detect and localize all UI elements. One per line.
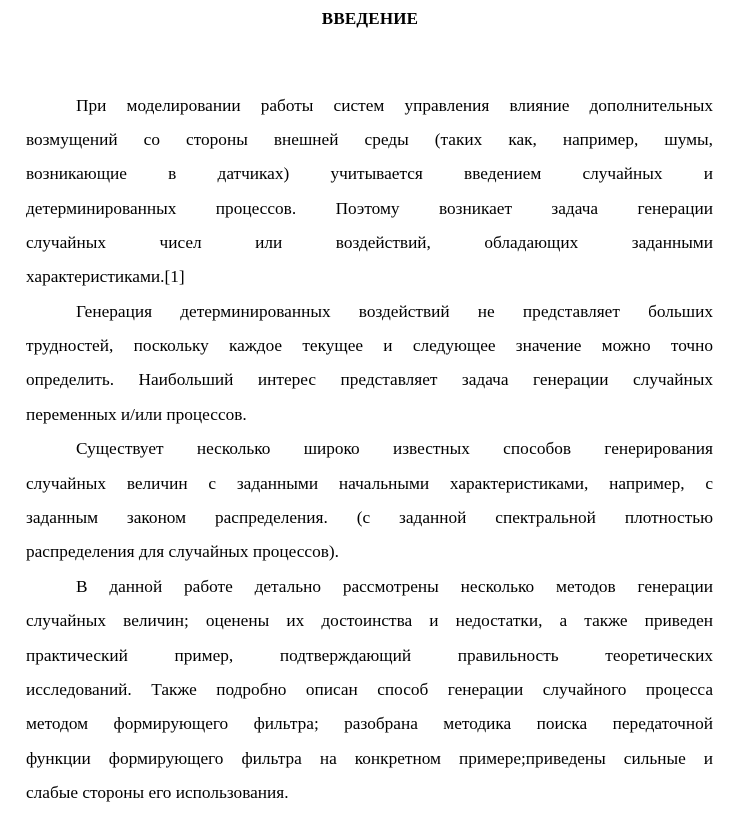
paragraph-1-line-1: При моделировании работы систем управления влияние дополнительных — [76, 96, 713, 115]
paragraph-4-line-1: В данной работе детально рассмотрены несколько методов генерации — [76, 577, 713, 596]
paragraph-4-line-5: методом формирующего фильтра; разобрана методика поиска передаточной — [26, 714, 713, 733]
paragraph-4-line-2: случайных величин; оценены их достоинства и недостатки, а также приведен — [26, 611, 713, 630]
page-title: ВВЕДЕНИЕ — [321, 9, 419, 28]
paragraph-3-line-1: Существует несколько широко известных способов генерирования — [76, 439, 713, 458]
paragraph-4-line-3: практический пример, подтверждающий правильность теоретических — [26, 646, 713, 665]
paragraph-1-line-5: случайных чисел или воздействий, обладающих заданными — [26, 233, 713, 252]
paragraph-3-line-4: распределения для случайных процессов). — [26, 542, 339, 561]
paragraph-1-line-3: возникающие в датчиках) учитывается введением случайных и — [26, 164, 713, 183]
paragraph-1-line-2: возмущений со стороны внешней среды (таких как, например, шумы, — [26, 130, 713, 149]
paragraph-1-line-4: детерминированных процессов. Поэтому возникает задача генерации — [26, 199, 713, 218]
paragraph-2-line-4: переменных и/или процессов. — [26, 405, 247, 424]
paragraph-2-line-3: определить. Наибольший интерес представляет задача генерации случайных — [26, 370, 713, 389]
paragraph-3-line-3: заданным законом распределения. (с заданной спектральной плотностью — [26, 508, 713, 527]
paragraph-2-line-2: трудностей, поскольку каждое текущее и следующее значение можно точно — [26, 336, 713, 355]
paragraph-4-line-7: слабые стороны его использования. — [26, 783, 289, 802]
paragraph-4-line-6: функции формирующего фильтра на конкретном примере;приведены сильные и — [26, 749, 713, 768]
paragraph-2-line-1: Генерация детерминированных воздействий не представляет больших — [76, 302, 713, 321]
paragraph-4-line-4: исследований. Также подробно описан способ генерации случайного процесса — [26, 680, 713, 699]
paragraph-3-line-2: случайных величин с заданными начальными характеристиками, например, с — [26, 474, 713, 493]
paragraph-1-line-6: характеристиками.[1] — [26, 267, 185, 286]
